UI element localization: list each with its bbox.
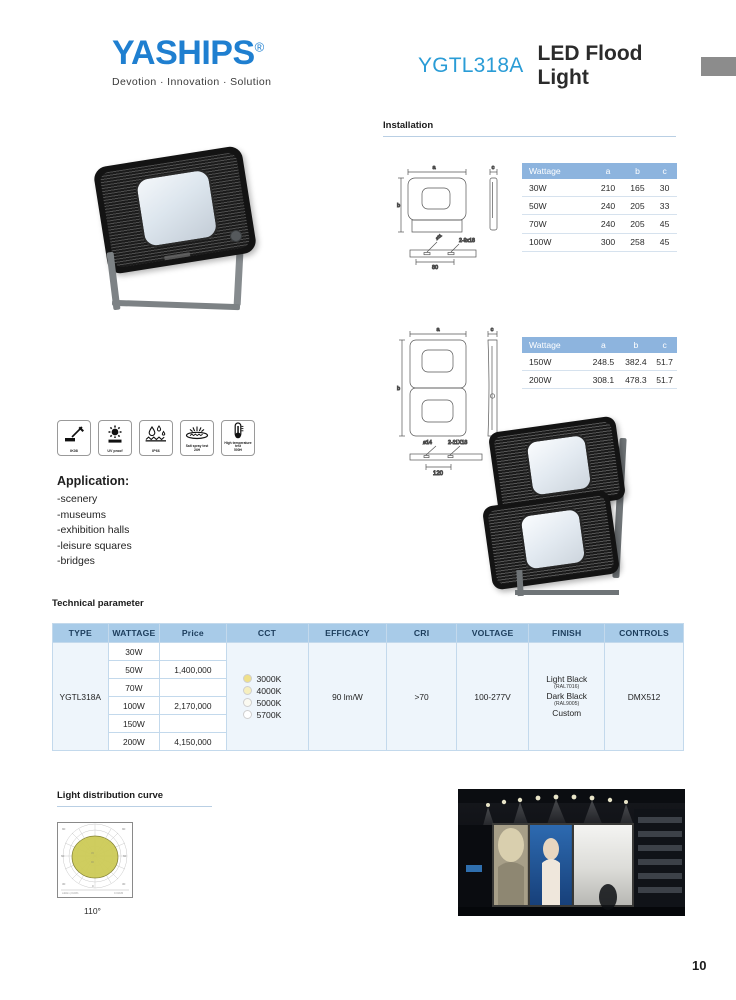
cell-efficacy: 90 lm/W bbox=[308, 643, 387, 751]
column-header-wattage: WATTAGE bbox=[108, 624, 160, 643]
cell-b: 165 bbox=[623, 179, 652, 197]
brand-logo bbox=[112, 36, 271, 88]
diameter-note: ø14 bbox=[423, 440, 432, 446]
column-header-voltage: VOLTAGE bbox=[456, 624, 529, 643]
finish-ral-2: (RAL9005) bbox=[554, 701, 580, 708]
cct-label: 5700K bbox=[256, 709, 282, 720]
column-header-finish: FINISH bbox=[529, 624, 605, 643]
cert-label: UV proof bbox=[107, 448, 123, 453]
finish-ral-1: (RAL7016) bbox=[554, 684, 580, 691]
floodlight-housing-lower bbox=[482, 490, 620, 591]
cell-b: 258 bbox=[623, 233, 652, 251]
column-header-cct: CCT bbox=[226, 624, 308, 643]
installation-table-1 bbox=[522, 163, 677, 252]
cell-a: 240 bbox=[593, 215, 622, 233]
cell-price bbox=[160, 643, 226, 661]
dim-label-a: a bbox=[436, 327, 440, 333]
product-code: YGTL318A bbox=[418, 54, 524, 77]
diameter-note: ø11 bbox=[434, 232, 443, 241]
water-drop-icon bbox=[140, 421, 172, 449]
table-row bbox=[53, 643, 684, 661]
cct-option[interactable] bbox=[243, 710, 308, 720]
cell-a: 300 bbox=[593, 233, 622, 251]
dim-label-c: c bbox=[491, 165, 495, 171]
dim-label-b: b bbox=[397, 386, 401, 392]
dim-label-a: a bbox=[432, 165, 436, 171]
svg-text:45: 45 bbox=[91, 852, 94, 855]
brand-name-text: YASHIPS bbox=[112, 34, 255, 72]
led-lens bbox=[518, 506, 588, 572]
cert-label-secondary: 24H bbox=[193, 448, 201, 453]
cell-c: 45 bbox=[652, 215, 677, 233]
led-lens bbox=[134, 167, 220, 249]
cell-wattage: 30W bbox=[108, 643, 160, 661]
column-header-efficacy: EFFICACY bbox=[308, 624, 387, 643]
cct-option[interactable] bbox=[243, 674, 308, 684]
cell-wattage: 100W bbox=[108, 697, 160, 715]
cell-cri: >70 bbox=[387, 643, 456, 751]
hammer-impact-icon bbox=[58, 421, 90, 449]
cell-price bbox=[160, 715, 226, 733]
svg-text:0: 0 bbox=[92, 884, 94, 888]
page-title bbox=[418, 42, 736, 90]
cert-ip66 bbox=[139, 420, 173, 456]
light-distribution-title: Light distribution curve bbox=[57, 790, 164, 801]
cell-finish bbox=[529, 643, 605, 751]
salt-spray-icon bbox=[181, 421, 213, 445]
cell-wattage: 50W bbox=[522, 197, 593, 215]
brand-name bbox=[112, 36, 271, 70]
table-header-row bbox=[522, 337, 677, 353]
installation-title: Installation bbox=[383, 120, 434, 131]
installation-table-2 bbox=[522, 337, 677, 389]
cct-label: 3000K bbox=[256, 673, 282, 684]
cct-label: 4000K bbox=[256, 685, 282, 696]
cell-voltage: 100-277V bbox=[456, 643, 529, 751]
table-row bbox=[522, 179, 677, 197]
cert-salt-spray bbox=[180, 420, 214, 456]
svg-text:60: 60 bbox=[123, 854, 127, 858]
cell-b: 478.3 bbox=[620, 371, 653, 389]
finish-option-3: Custom bbox=[552, 707, 582, 718]
technical-drawing-single-head bbox=[396, 158, 514, 278]
dim-label-b: b bbox=[397, 203, 401, 209]
brand-tagline: Devotion · Innovation · Solution bbox=[112, 76, 272, 88]
bracket-base bbox=[112, 300, 240, 310]
bracket-base bbox=[515, 590, 619, 595]
column-header-controls: CONTROLS bbox=[605, 624, 684, 643]
list-item: -bridges bbox=[57, 555, 95, 567]
cct-option[interactable] bbox=[243, 686, 308, 696]
finish-option-2: Dark Black bbox=[546, 690, 587, 701]
list-item: -exhibition halls bbox=[57, 524, 130, 536]
cell-wattage: 150W bbox=[522, 353, 587, 371]
registered-trademark-icon: ® bbox=[254, 39, 264, 55]
list-item: -leisure squares bbox=[57, 539, 132, 552]
column-header: b bbox=[620, 337, 653, 353]
column-header-cri: CRI bbox=[387, 624, 456, 643]
beam-angle-label: 110° bbox=[84, 906, 101, 916]
base-width-label: 80 bbox=[431, 265, 439, 271]
cell-b: 205 bbox=[623, 197, 652, 215]
table-row bbox=[522, 353, 677, 371]
sun-uv-icon bbox=[99, 421, 131, 449]
column-header: Wattage bbox=[522, 163, 593, 179]
page-number: 10 bbox=[692, 958, 707, 973]
svg-text:30: 30 bbox=[122, 882, 126, 886]
cell-wattage: 200W bbox=[108, 733, 160, 751]
table-row bbox=[522, 371, 677, 389]
cct-swatch-5700k bbox=[243, 710, 252, 719]
table-header-row bbox=[522, 163, 677, 179]
table-row bbox=[522, 215, 677, 233]
cell-cct bbox=[226, 643, 308, 751]
cell-controls: DMX512 bbox=[605, 643, 684, 751]
cell-price: 1,400,000 bbox=[160, 661, 226, 679]
column-header: Wattage bbox=[522, 337, 587, 353]
cell-a: 210 bbox=[593, 179, 622, 197]
header-accent-block bbox=[701, 57, 736, 76]
list-item: -scenery bbox=[57, 493, 98, 505]
list-item: -museums bbox=[57, 508, 107, 521]
table-header-row bbox=[53, 624, 684, 643]
cell-wattage: 30W bbox=[522, 179, 593, 197]
night-billboard-scene bbox=[458, 789, 685, 916]
column-header: a bbox=[587, 337, 620, 353]
cert-label: Salt spray test bbox=[185, 444, 209, 449]
floodlight-housing bbox=[92, 145, 257, 275]
cell-price bbox=[160, 679, 226, 697]
cell-wattage: 150W bbox=[108, 715, 160, 733]
column-header: a bbox=[593, 163, 622, 179]
svg-text:cd/klm η=100%: cd/klm η=100% bbox=[62, 892, 79, 895]
cell-wattage: 70W bbox=[522, 215, 593, 233]
cct-swatch-4000k bbox=[243, 686, 252, 695]
svg-text:60: 60 bbox=[61, 854, 65, 858]
cell-wattage: 50W bbox=[108, 661, 160, 679]
hole-note: 2-11X18 bbox=[448, 440, 468, 446]
certification-icons bbox=[57, 420, 255, 456]
led-lens bbox=[524, 432, 594, 498]
bracket-pivot-knob bbox=[230, 230, 242, 242]
cct-label: 5000K bbox=[256, 697, 282, 708]
column-header: c bbox=[652, 163, 677, 179]
technical-parameter-table bbox=[52, 623, 684, 751]
cell-c: 30 bbox=[652, 179, 677, 197]
hole-note: 2-9x18 bbox=[459, 238, 475, 244]
cct-option[interactable] bbox=[243, 698, 308, 708]
column-header: c bbox=[652, 337, 677, 353]
product-photo-twin-head bbox=[485, 420, 655, 595]
column-header: b bbox=[623, 163, 652, 179]
cell-c: 51.7 bbox=[652, 371, 677, 389]
cell-wattage: 100W bbox=[522, 233, 593, 251]
cert-label: IP66 bbox=[152, 448, 160, 453]
product-photo-single-head bbox=[88, 152, 274, 310]
dim-label-c: c bbox=[490, 327, 494, 333]
cell-wattage: 200W bbox=[522, 371, 587, 389]
cell-c: 45 bbox=[652, 233, 677, 251]
application-list bbox=[57, 492, 132, 570]
cell-a: 240 bbox=[593, 197, 622, 215]
cell-price: 4,150,000 bbox=[160, 733, 226, 751]
column-header-type: TYPE bbox=[53, 624, 109, 643]
light-distribution-divider bbox=[57, 806, 212, 807]
svg-text:90: 90 bbox=[62, 827, 66, 831]
technical-parameter-title: Technical parameter bbox=[52, 598, 144, 609]
cell-price: 2,170,000 bbox=[160, 697, 226, 715]
base-width-label: 120 bbox=[432, 471, 444, 477]
cert-label: High temperature test bbox=[224, 440, 252, 449]
cert-ik08 bbox=[57, 420, 91, 456]
cell-c: 51.7 bbox=[652, 353, 677, 371]
svg-text:C=0/180: C=0/180 bbox=[114, 892, 124, 895]
installation-divider bbox=[383, 136, 676, 137]
table-row bbox=[522, 197, 677, 215]
svg-text:90: 90 bbox=[122, 827, 126, 831]
polar-photometric-diagram bbox=[58, 823, 132, 897]
application-scene-photo bbox=[457, 788, 686, 917]
cell-c: 33 bbox=[652, 197, 677, 215]
cell-b: 205 bbox=[623, 215, 652, 233]
finish-option-1: Light Black bbox=[546, 673, 588, 684]
svg-text:30: 30 bbox=[62, 882, 66, 886]
light-distribution-chart bbox=[57, 822, 133, 898]
thermometer-icon bbox=[222, 421, 254, 442]
table-row bbox=[522, 233, 677, 251]
application-title: Application: bbox=[57, 474, 130, 488]
cct-swatch-3000k bbox=[243, 674, 252, 683]
cert-high-temperature bbox=[221, 420, 255, 456]
svg-text:90: 90 bbox=[91, 861, 94, 864]
cert-uv-proof bbox=[98, 420, 132, 456]
cell-b: 382.4 bbox=[620, 353, 653, 371]
column-header-price: Price bbox=[160, 624, 226, 643]
cct-swatch-5000k bbox=[243, 698, 252, 707]
cell-a: 248.5 bbox=[587, 353, 620, 371]
cert-label: IK08 bbox=[70, 448, 78, 453]
cert-label-secondary: 500H bbox=[234, 448, 242, 453]
cell-wattage: 70W bbox=[108, 679, 160, 697]
cell-type: YGTL318A bbox=[53, 643, 109, 751]
cell-a: 308.1 bbox=[587, 371, 620, 389]
product-name: LED Flood Light bbox=[537, 42, 643, 89]
